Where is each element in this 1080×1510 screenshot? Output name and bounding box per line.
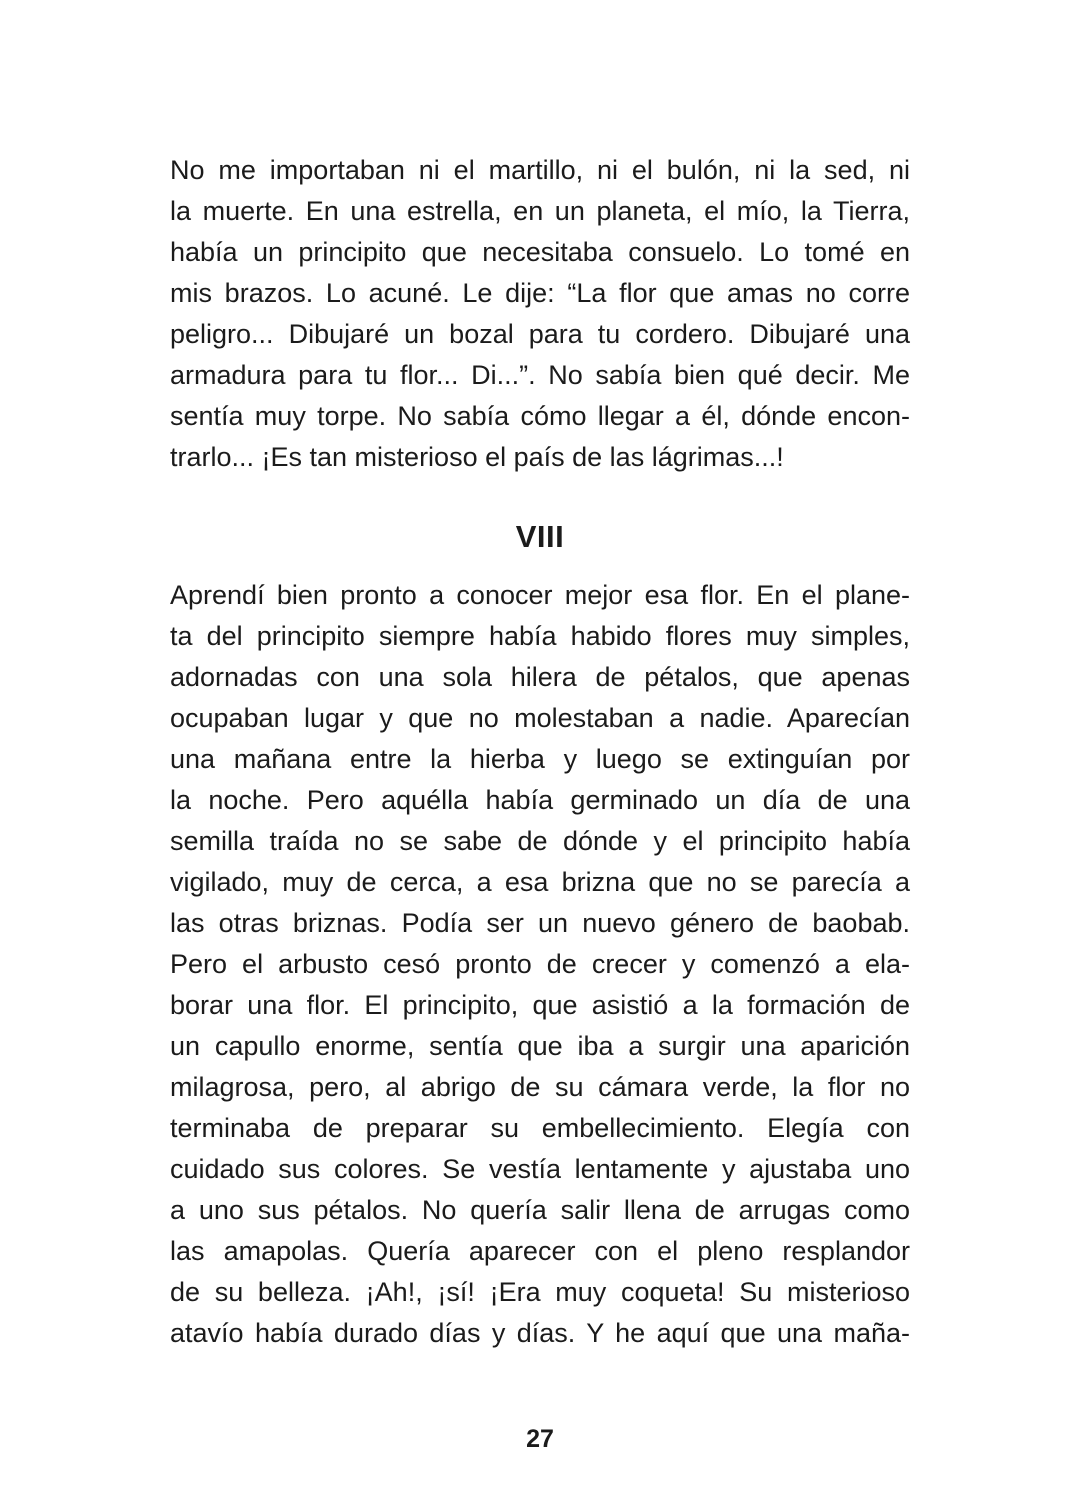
text-line: a uno sus pétalos. No quería salir llena de arrugas como xyxy=(170,1195,910,1225)
text-line: semilla traída no se sabe de dónde y el principito había xyxy=(170,826,910,856)
text-line: vigilado, muy de cerca, a esa brizna que no se parecía a xyxy=(170,867,910,897)
text-line: una mañana entre la hierba y luego se extinguían por xyxy=(170,744,910,774)
text-line: la noche. Pero aquélla había germinado un día de una xyxy=(170,785,910,815)
paragraph-chapter-eight xyxy=(170,575,910,1354)
text-line: cuidado sus colores. Se vestía lentamente y ajustaba uno xyxy=(170,1154,910,1184)
text-line: Aprendí bien pronto a conocer mejor esa flor. En el plane- xyxy=(170,580,910,610)
text-line: las otras briznas. Podía ser un nuevo género de baobab. xyxy=(170,908,910,938)
text-line: la muerte. En una estrella, en un planeta, el mío, la Tierra, xyxy=(170,196,910,226)
text-line: armadura para tu flor... Di...”. No sabía bien qué decir. Me xyxy=(170,360,910,390)
text-line: terminaba de preparar su embellecimiento. Elegía con xyxy=(170,1113,910,1143)
text-line: adornadas con una sola hilera de pétalos, que apenas xyxy=(170,662,910,692)
text-line: sentía muy torpe. No sabía cómo llegar a él, dónde encon- xyxy=(170,401,910,431)
page-number: 27 xyxy=(526,1425,554,1453)
text-line: ocupaban lugar y que no molestaban a nadie. Aparecían xyxy=(170,703,910,733)
text-line: había un principito que necesitaba consuelo. Lo tomé en xyxy=(170,237,910,267)
chapter-heading: VIII xyxy=(515,519,565,554)
text-line: un capullo enorme, sentía que iba a surgir una aparición xyxy=(170,1031,910,1061)
text-line: mis brazos. Lo acuné. Le dije: “La flor que amas no corre xyxy=(170,278,910,308)
text-line: ta del principito siempre había habido flores muy simples, xyxy=(170,621,910,651)
text-line: borar una flor. El principito, que asistió a la formación de xyxy=(170,990,910,1020)
text-line: de su belleza. ¡Ah!, ¡sí! ¡Era muy coqueta! Su misterioso xyxy=(170,1277,910,1307)
text-line: milagrosa, pero, al abrigo de su cámara verde, la flor no xyxy=(170,1072,910,1102)
paragraph-opening xyxy=(170,150,910,478)
text-line: atavío había durado días y días. Y he aquí que una maña- xyxy=(170,1318,910,1348)
text-line: trarlo... ¡Es tan misterioso el país de las lágrimas...! xyxy=(170,442,784,472)
text-line: No me importaban ni el martillo, ni el bulón, ni la sed, ni xyxy=(170,155,910,185)
text-line: Pero el arbusto cesó pronto de crecer y comenzó a ela- xyxy=(170,949,910,979)
text-line: peligro... Dibujaré un bozal para tu cordero. Dibujaré una xyxy=(170,319,910,349)
text-line: las amapolas. Quería aparecer con el pleno resplandor xyxy=(170,1236,910,1266)
